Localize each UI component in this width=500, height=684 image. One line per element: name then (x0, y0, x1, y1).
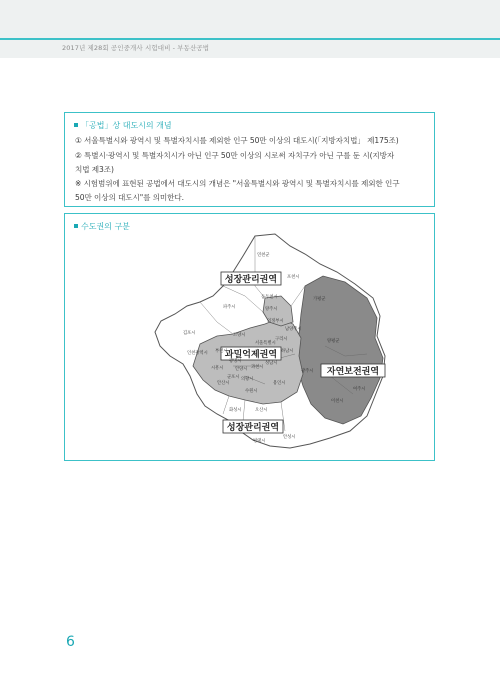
city-label-goyang: 고양시 (233, 333, 246, 338)
city-label-anseong: 안성시 (283, 435, 296, 440)
region-label-text: 과밀억제권역 (224, 350, 278, 360)
square-bullet-icon (74, 224, 78, 228)
metropolis-definition-box (64, 112, 435, 207)
city-label-icheon: 이천시 (331, 399, 344, 404)
city-label-yangju: 양주시 (265, 307, 278, 312)
definition-line-2-cont: 치법 제3조) (75, 165, 114, 174)
region-label-growth-south (223, 420, 283, 433)
city-label-osan: 오산시 (255, 408, 268, 413)
section-title-capital-area: 수도권의 구분 (74, 221, 130, 232)
city-label-siheung: 시흥시 (211, 366, 224, 371)
city-label-anyang: 안양시 (235, 367, 248, 372)
region-label-conservation (321, 364, 385, 377)
region-label-text: 자연보전권역 (326, 367, 380, 377)
city-label-guri: 구리시 (275, 337, 288, 342)
city-label-seoul: 서울특별시 (255, 341, 276, 346)
city-label-gwangju: 광주시 (301, 369, 314, 374)
city-label-gimpo: 김포시 (183, 331, 196, 336)
definition-line-2: ② 특별시·광역시 및 특별자치시가 아닌 인구 50만 이상의 시로써 자치구가 아닌 구를 둔 시(지방자 (75, 151, 395, 160)
city-label-yeoju: 여주시 (353, 387, 366, 392)
city-label-bucheon: 부천시 (215, 349, 228, 354)
city-label-gunpo: 군포시 (227, 375, 240, 380)
capital-area-box (64, 213, 435, 461)
region-label-growth-north (221, 272, 281, 285)
page-number: 6 (66, 634, 75, 650)
city-label-namyangju: 남양주시 (285, 327, 302, 332)
city-label-uiwang: 의왕시 (241, 377, 254, 382)
section-title-metropolis: 「공법」상 대도시의 개념 (74, 120, 172, 131)
city-label-gwacheon: 과천시 (251, 365, 264, 370)
city-label-uijeongbu: 의정부시 (267, 319, 284, 324)
city-label-yongin: 용인시 (273, 381, 286, 386)
region-label-text: 성장관리권역 (226, 423, 280, 433)
square-bullet-icon (74, 123, 78, 127)
city-label-incheon: 인천광역시 (187, 351, 208, 356)
city-label-dongducheon: 동두천시 (261, 295, 278, 300)
city-label-gwangmyeong: 광명시 (229, 359, 242, 364)
definition-line-1: ① 서울특별시와 광역시 및 특별자치시를 제외한 인구 50만 이상의 대도시(「지방자치법」 제175조) (75, 136, 399, 145)
region-label-text: 성장관리권역 (224, 275, 278, 285)
city-label-ansan: 안산시 (217, 381, 230, 386)
city-label-yangpyeong: 양평군 (327, 339, 340, 344)
city-label-suwon: 수원시 (245, 389, 258, 394)
city-label-gapyeong: 가평군 (313, 297, 326, 302)
city-label-paju: 파주시 (223, 305, 236, 310)
header-rule (0, 38, 500, 40)
city-label-seongnam: 성남시 (265, 361, 278, 366)
city-label-pyeongtaek: 평택시 (253, 439, 266, 444)
capital-area-map (105, 226, 405, 458)
city-label-hanam: 하남시 (281, 349, 294, 354)
city-label-yeoncheon: 연천군 (257, 253, 270, 258)
note-line-2: 50만 이상의 대도시"를 의미한다. (75, 193, 184, 202)
running-header: 2017년 제28회 공인중개사 시험대비 - 부동산공법 (62, 44, 210, 52)
city-label-pocheon: 포천시 (287, 275, 300, 280)
city-label-hwaseong: 화성시 (229, 408, 242, 413)
note-line-1: ※ 시험범위에 표현된 공법에서 대도시의 개념은 "서울특별시와 광역시 및 특별자치시를 제외한 인구 (75, 179, 400, 188)
